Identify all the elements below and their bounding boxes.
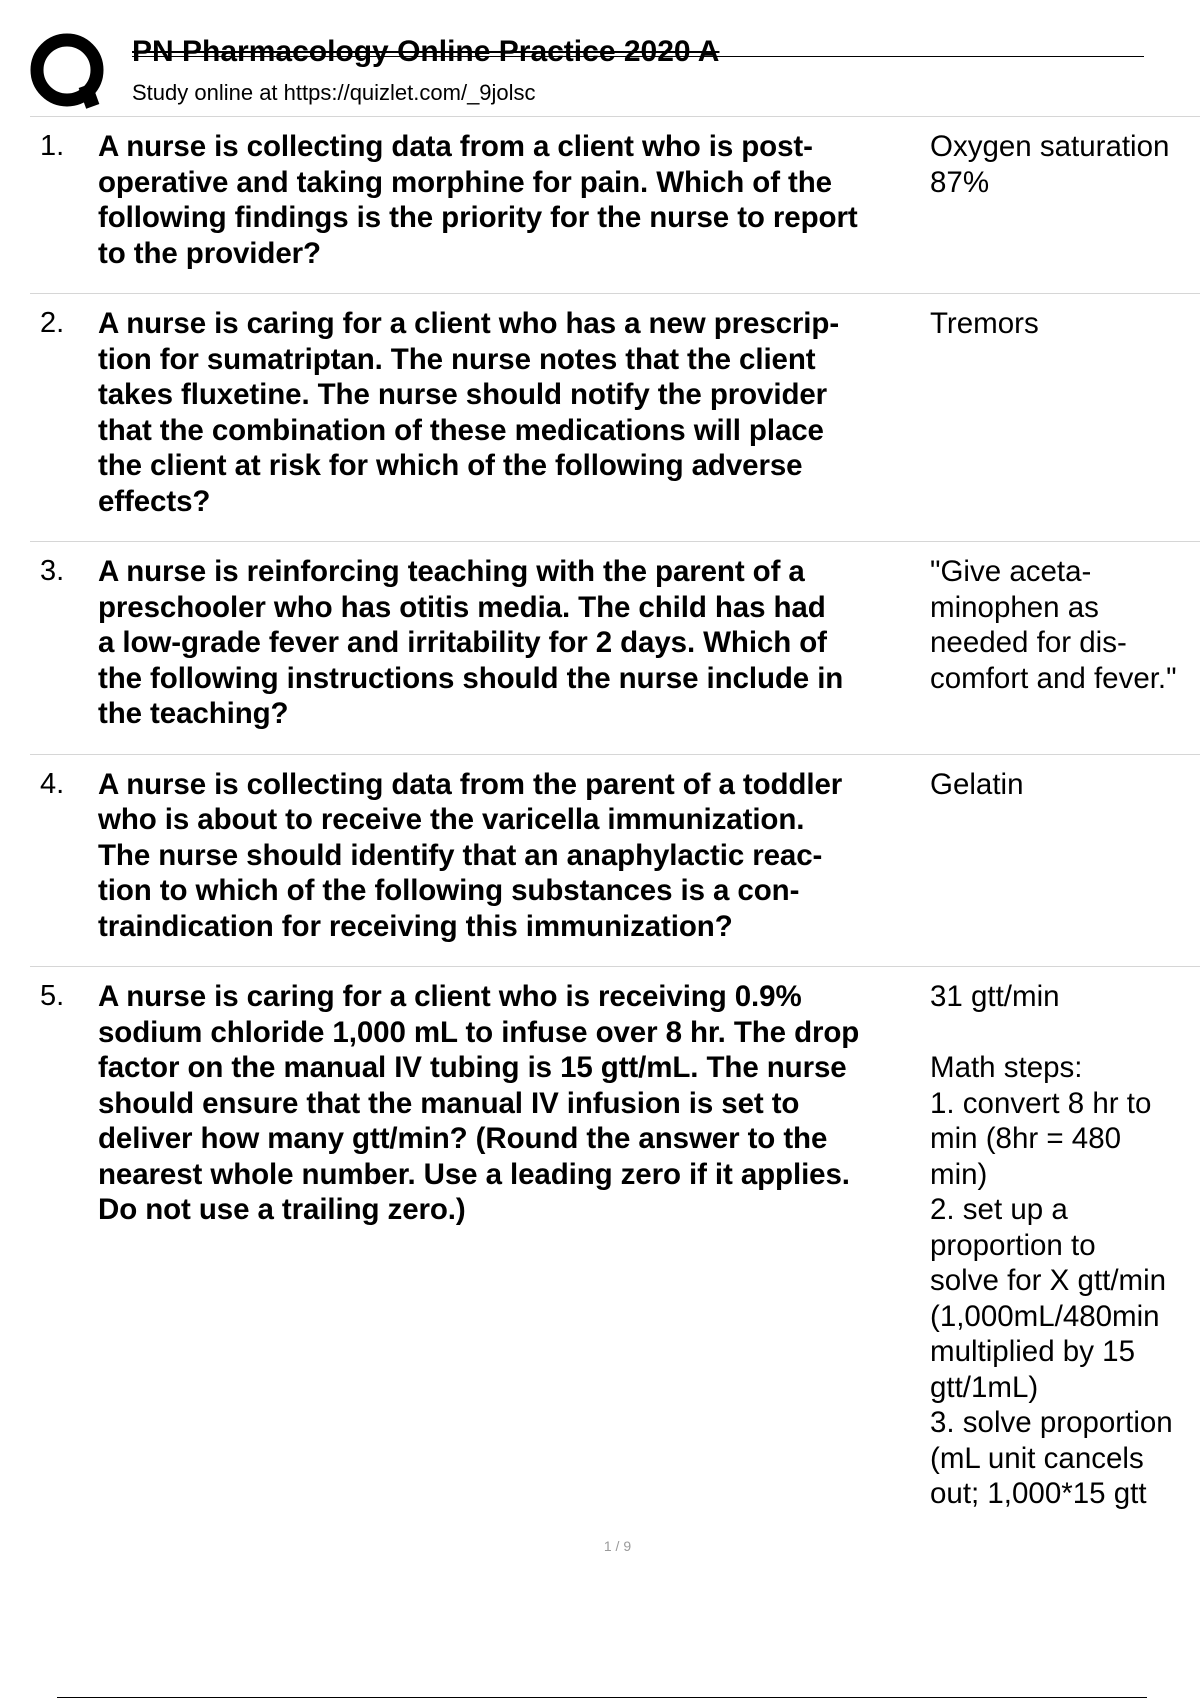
card-number: 2. — [40, 307, 65, 339]
card-answer: "Give aceta- minophen as needed for dis- comfort and fever." — [930, 555, 1177, 695]
page-number: 1 / 9 — [603, 1538, 632, 1554]
card-answer: Gelatin — [930, 767, 1024, 801]
flashcard-row — [30, 967, 1200, 1534]
flashcard-row — [30, 117, 1200, 294]
flashcard-list — [30, 116, 1200, 1534]
footer-rule — [57, 1697, 1147, 1698]
card-number: 4. — [40, 767, 65, 800]
card-question: A nurse is collecting data from the parent of a toddler who is about to receive the varicella immunization. The nurse should identify that an anaphylactic reac- tion to which of the following substances is a con- traindication for receiving this immunization? — [98, 767, 843, 943]
card-question: A nurse is collecting data from a client who is post- operative and taking morphine for pain. Which of the following findings is the priority for the nurse to report to the provider? — [98, 130, 858, 270]
quizlet-q-logo-icon — [30, 33, 110, 111]
title-rule — [132, 56, 1144, 57]
card-number: 5. — [40, 980, 65, 1012]
card-question: A nurse is reinforcing teaching with the parent of a preschooler who has otitis media. The child has had a low-grade fever and irritability for 2 days. Which of the following instructions should the nurse include in the teaching? — [98, 555, 844, 730]
card-question: A nurse is caring for a client who is receiving 0.9% sodium chloride 1,000 mL to infuse over 8 hr. The drop factor on the manual IV tubing is 15 gtt/mL. The nurse should ensure that the manual IV infusion is set to deliver how many gtt/min? (Round the answer to the nearest whole number. Use a leading zero if it applies. Do not use a trailing zero.) — [98, 980, 860, 1226]
card-number: 1. — [40, 130, 65, 162]
card-number: 3. — [40, 555, 65, 587]
flashcard-row — [30, 755, 1200, 968]
card-answer: Oxygen saturation 87% — [930, 130, 1170, 199]
document-title: PN Pharmacology Online Practice 2020 A — [132, 35, 720, 68]
flashcard-row — [30, 294, 1200, 542]
study-online-link[interactable]: Study online at https://quizlet.com/_9jolsc — [132, 80, 536, 105]
card-answer: Tremors — [930, 307, 1039, 340]
flashcard-row — [30, 542, 1200, 755]
card-answer: 31 gtt/min Math steps: 1. convert 8 hr to min (8hr = 480 min) 2. set up a proportion to solve for X gtt/min (1,000mL/480min multiplied by 15 gtt/1mL) 3. solve proportion (mL unit cancels out; 1,000*15 gtt — [930, 980, 1173, 1510]
card-question: A nurse is caring for a client who has a new prescrip- tion for sumatriptan. The nurse notes that the client takes fluxetine. The nurse should notify the provider that the combination of these medications will place the client at risk for which of the following adverse effects? — [98, 307, 840, 518]
